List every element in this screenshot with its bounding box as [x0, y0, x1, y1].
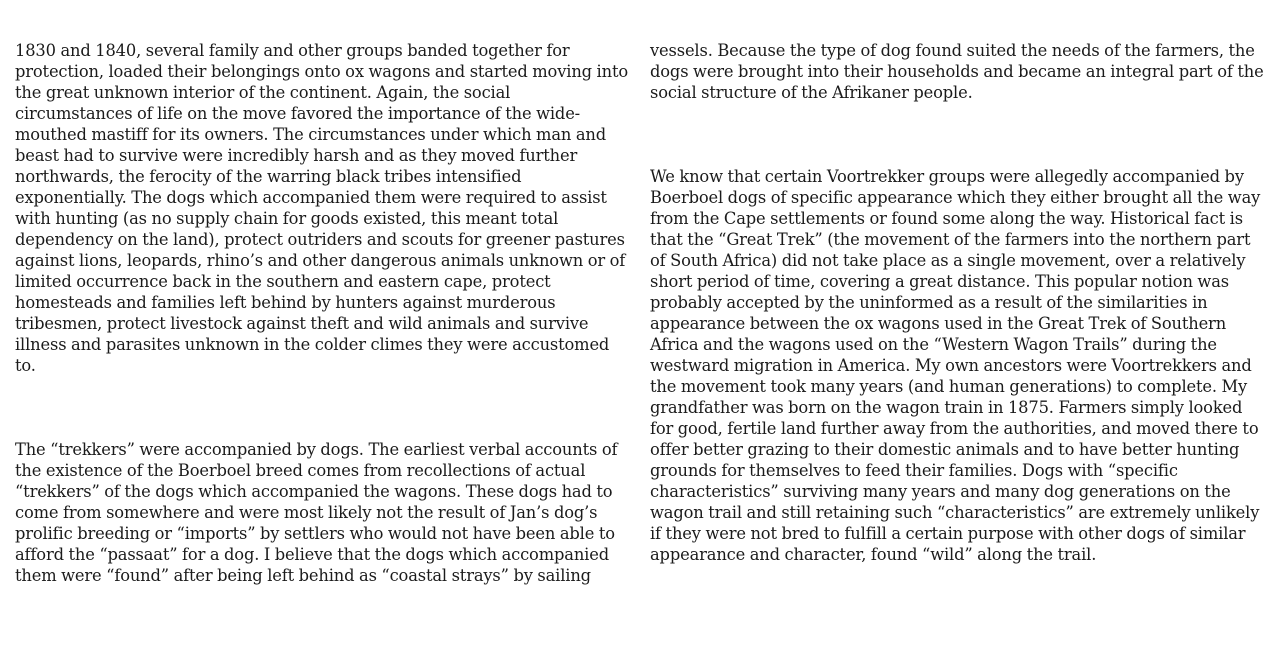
paragraph-dogs-households: vessels. Because the type of dog found suited the needs of the farmers, the dogs were brought into their households and became an integral part of the social structure of the Afrikaner people.	[650, 41, 1264, 102]
paragraph-voortrekker-groups: We know that certain Voortrekker groups were allegedly accompanied by Boerboel dogs of specific appearance which they either brought all the way from the Cape settlements or found some along the way. Historical fact is that the “Great Trek” (the movement of the farmers into the northern part of South Africa) did not take place as a single movement, over a relatively short period of time, covering a great distance. This popular notion was probably accepted by the uninformed as a result of the similarities in appearance between the ox wagons used in the Great Trek of Southern Africa and the wagons used on the “Western Wagon Trails” during the westward migration in America. My own ancestors were Voortrekkers and the movement took many years (and human generations) to complete. My grandfather was born on the wagon train in 1875. Farmers simply looked for good, fertile land further away from the authorities, and moved there to offer better grazing to their domestic animals and to have better hunting grounds for themselves to feed their families. Dogs with “specific characteristics” surviving many years and many dog generations on the wagon trail and still retaining such “characteristics” are extremely unlikely if they were not bred to fulfill a certain purpose with other dogs of similar appearance and character, found “wild” along the trail.	[650, 167, 1261, 564]
paragraph-trek-dangers: 1830 and 1840, several family and other groups banded together for protection, loaded their belongings onto ox wagons and started moving into the great unknown interior of the continent. Again, the social circumstances of life on the move favored the importance of the wide-mouthed mastiff for its owners. The circumstances under which man and beast had to survive were incredibly harsh and as they moved further northwards, the ferocity of the warring black tribes intensified exponentially. The dogs which accompanied them were required to assist with hunting (as no supply chain for goods existed, this meant total dependency on the land), protect outriders and scouts for greener pastures against lions, leopards, rhino’s and other dangerous animals unknown or of limited occurrence back in the southern and eastern cape, protect homesteads and families left behind by hunters against murderous tribesmen, protect livestock against theft and wild animals and survive illness and parasites unknown in the colder climes they were accustomed to.	[15, 41, 628, 375]
paragraph-spacer	[15, 376, 631, 439]
paragraph-spacer	[650, 103, 1266, 166]
paragraph-trekkers-dogs: The “trekkers” were accompanied by dogs. The earliest verbal accounts of the existence of the Boerboel breed comes from recollections of actual “trekkers” of the dogs which accompanied the wagons. These dogs had to come from somewhere and were most likely not the result of Jan’s dog’s prolific breeding or “imports” by settlers who would not have been able to afford the “passaat” for a dog. I believe that the dogs which accompanied them were “found” after being left behind as “coastal strays” by sailing	[15, 440, 618, 585]
left-column	[15, 40, 631, 586]
right-column	[650, 40, 1266, 565]
